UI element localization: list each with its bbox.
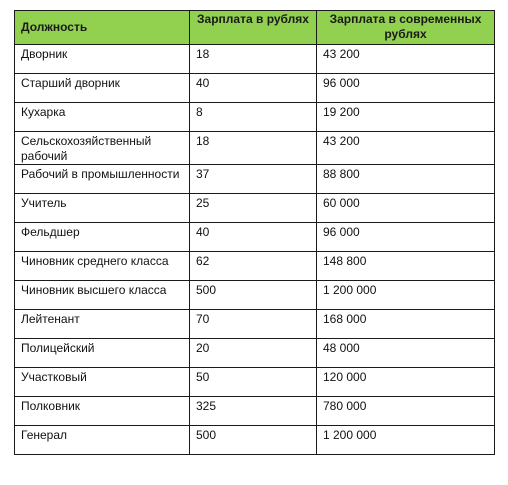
cell-salary-rubles: 325: [190, 397, 317, 426]
cell-position: Старший дворник: [15, 74, 190, 103]
cell-salary-rubles: 500: [190, 426, 317, 455]
table-row: [15, 132, 495, 165]
cell-position: Лейтенант: [15, 310, 190, 339]
cell-salary-modern-rubles: 1 200 000: [317, 281, 495, 310]
cell-salary-modern-rubles: 148 800: [317, 252, 495, 281]
cell-position: Чиновник среднего класса: [15, 252, 190, 281]
header-salary-rubles: Зарплата в рублях: [190, 11, 317, 45]
cell-position: Кухарка: [15, 103, 190, 132]
cell-salary-modern-rubles: 88 800: [317, 165, 495, 194]
cell-position: Фельдшер: [15, 223, 190, 252]
cell-salary-rubles: 50: [190, 368, 317, 397]
cell-salary-rubles: 18: [190, 132, 317, 165]
table-row: [15, 368, 495, 397]
cell-salary-modern-rubles: 96 000: [317, 74, 495, 103]
cell-position: Чиновник высшего класса: [15, 281, 190, 310]
table-row: [15, 45, 495, 74]
table-row: [15, 339, 495, 368]
table-row: [15, 252, 495, 281]
cell-salary-modern-rubles: 168 000: [317, 310, 495, 339]
cell-salary-rubles: 20: [190, 339, 317, 368]
cell-position: Полицейский: [15, 339, 190, 368]
cell-salary-rubles: 25: [190, 194, 317, 223]
salary-table-container: [14, 10, 495, 455]
cell-salary-rubles: 62: [190, 252, 317, 281]
table-row: [15, 165, 495, 194]
table-body: [15, 45, 495, 455]
cell-salary-rubles: 8: [190, 103, 317, 132]
cell-salary-modern-rubles: 96 000: [317, 223, 495, 252]
cell-salary-rubles: 500: [190, 281, 317, 310]
table-row: [15, 426, 495, 455]
table-row: [15, 397, 495, 426]
cell-salary-modern-rubles: 1 200 000: [317, 426, 495, 455]
cell-position: Сельскохозяйственный рабочий: [15, 132, 190, 165]
cell-position: Участковый: [15, 368, 190, 397]
cell-salary-rubles: 40: [190, 74, 317, 103]
cell-salary-modern-rubles: 780 000: [317, 397, 495, 426]
cell-position: Рабочий в промышленности: [15, 165, 190, 194]
cell-salary-modern-rubles: 19 200: [317, 103, 495, 132]
cell-salary-rubles: 37: [190, 165, 317, 194]
table-row: [15, 74, 495, 103]
cell-salary-modern-rubles: 43 200: [317, 45, 495, 74]
cell-position: Дворник: [15, 45, 190, 74]
table-row: [15, 281, 495, 310]
cell-salary-modern-rubles: 43 200: [317, 132, 495, 165]
table-row: [15, 194, 495, 223]
table-row: [15, 223, 495, 252]
header-salary-modern-rubles: Зарплата в современных рублях: [317, 11, 495, 45]
cell-position: Генерал: [15, 426, 190, 455]
cell-position: Учитель: [15, 194, 190, 223]
header-position: Должность: [15, 11, 190, 45]
table-row: [15, 310, 495, 339]
cell-salary-rubles: 40: [190, 223, 317, 252]
table-header-row: [15, 11, 495, 45]
cell-position: Полковник: [15, 397, 190, 426]
cell-salary-modern-rubles: 48 000: [317, 339, 495, 368]
cell-salary-rubles: 18: [190, 45, 317, 74]
cell-salary-modern-rubles: 120 000: [317, 368, 495, 397]
cell-salary-rubles: 70: [190, 310, 317, 339]
cell-salary-modern-rubles: 60 000: [317, 194, 495, 223]
salary-table: [14, 10, 495, 455]
table-row: [15, 103, 495, 132]
